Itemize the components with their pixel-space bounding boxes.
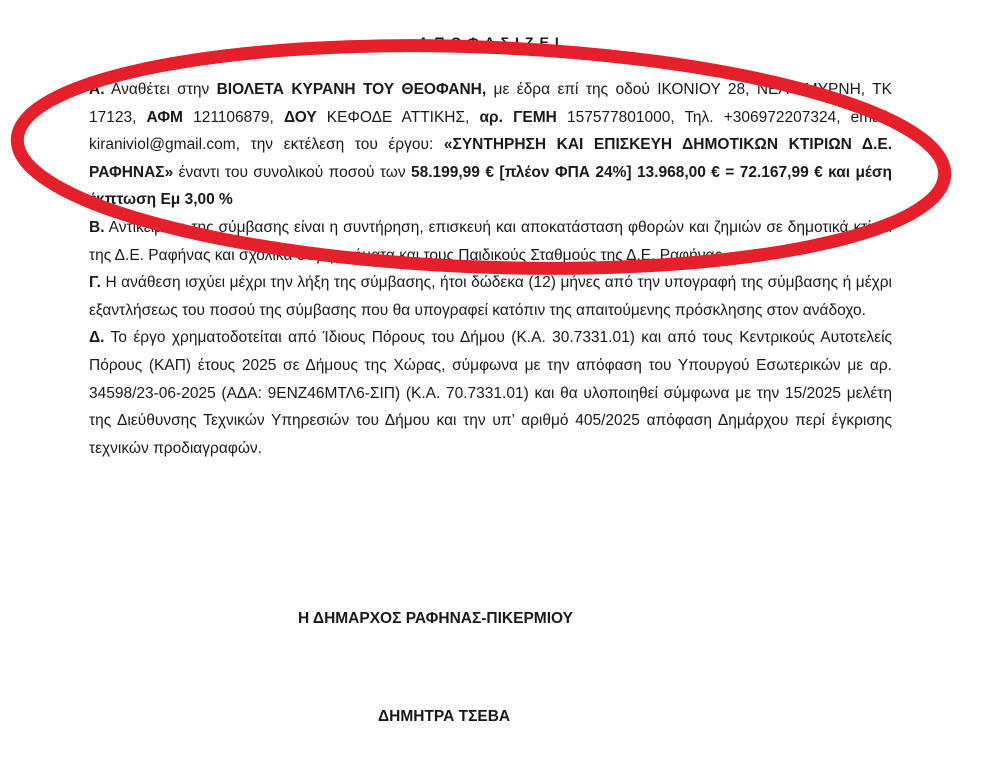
section-c-marker: Γ.	[89, 274, 101, 292]
section-b-marker: Β.	[89, 218, 105, 236]
contract-amounts: 58.199,99 € [πλέον ΦΠΑ 24%] 13.968,00 € = 72.167,99 € και μέση έκπτωση Εμ 3,00 %	[89, 163, 892, 209]
section-d-text: Το έργο χρηματοδοτείται από Ίδιους Πόρους του Δήμου (Κ.Α. 30.7331.01) και από τους Κεντρικούς Αυτοτελείς Πόρους (ΚΑΠ) έτους 2025 σε Δήμους της Χώρας, σύμφωνα με την απόφαση του Υπουργού Εσωτερικών με αρ. 34598/23-06-2025 (ΑΔΑ: 9ΕΝΖ46ΜΤΛ6-ΣΙΠ) (Κ.Α. 70.7331.01) και θα υλοποιηθεί σύμφωνα με την 15/2025 μελέτη της Διεύθυνσης Τεχνικών Υπηρεσιών του Δήμου και την υπ’ αριθμό 405/2025 απόφαση Δημάρχου περί έγκρισης τεχνικών προδιαγραφών.	[89, 329, 892, 457]
doy-value: ΚΕΦΟΔΕ ΑΤΤΙΚΗΣ,	[316, 108, 480, 126]
doy-label: ΔΟΥ	[283, 108, 317, 126]
mayor-name: ΔΗΜΗΤΡΑ ΤΣΕΒΑ	[378, 708, 511, 725]
afm-value: 121106879,	[182, 108, 284, 126]
mayor-title: Η ΔΗΜΑΡΧΟΣ ΡΑΦΗΝΑΣ-ΠΙΚΕΡΜΙΟΥ	[298, 610, 573, 627]
gemi-label: αρ. ΓΕΜΗ	[479, 108, 557, 126]
afm-label: ΑΦΜ	[146, 108, 183, 126]
gemi-value: 157577801000,	[556, 108, 675, 126]
section-a-text-2: με έδρα επί της οδού ΙΚΟΝΙΟΥ 28, ΝΕΑ ΣΜΥΡΝΗ, ΤΚ 17123,	[89, 81, 892, 126]
section-d	[89, 324, 892, 462]
section-c	[89, 269, 892, 324]
section-a	[89, 76, 892, 214]
section-a-text-1: Αναθέτει στην	[104, 81, 217, 98]
project-title: «ΣΥΝΤΗΡΗΣΗ ΚΑΙ ΕΠΙΣΚΕΥΗ ΔΗΜΟΤΙΚΩΝ ΚΤΙΡΙΩΝ Δ.Ε. ΡΑΦΗΝΑΣ»	[89, 136, 892, 181]
section-a-marker: Α.	[89, 81, 105, 98]
section-a-text-3: Τηλ. +306972207324, email: kiraniviol@gmail.com, την εκτέλεση του έργου:	[89, 108, 892, 154]
contractor-name: ΒΙΟΛΕΤΑ ΚΥΡΑΝΗ ΤΟΥ ΘΕΟΦΑΝΗ,	[216, 81, 487, 98]
section-d-marker: Δ.	[89, 329, 105, 347]
decision-body	[89, 76, 892, 462]
section-c-text: Η ανάθεση ισχύει μέχρι την λήξη της σύμβασης, ήτοι δώδεκα (12) μήνες από την υπογραφή της σύμβασης ή μέχρι εξαντλήσεως του ποσού της σύμβασης που θα υπογραφεί κατόπιν της απαιτούμενης πρόσκλησης στον ανάδοχο.	[89, 274, 892, 319]
decision-heading: ΑΠΟΦΑΣΙΖΕΙ	[418, 34, 565, 50]
section-a-text-4: έναντι του συνολικού ποσού των	[173, 163, 411, 181]
section-b-text: Αντικείμενο της σύμβασης είναι η συντήρηση, επισκευή και αποκατάσταση φθορών και ζημιών σε δημοτικά κτίρια της Δ.Ε. Ραφήνας και σχολικά συγκροτήματα και τους Παιδικούς Σταθμούς της Δ.Ε. Ραφήνας.	[89, 218, 892, 264]
section-b	[89, 214, 892, 269]
